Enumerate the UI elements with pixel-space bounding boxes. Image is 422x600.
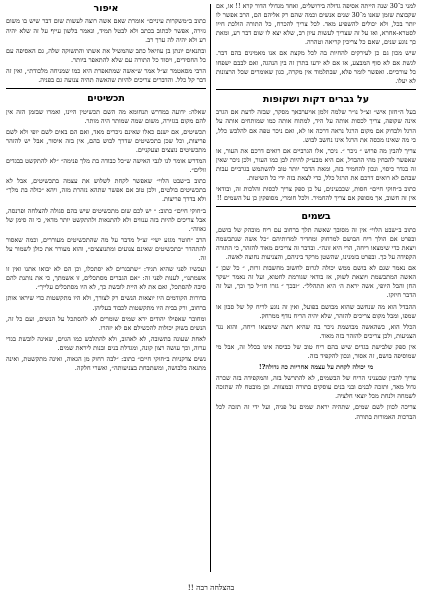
paragraph: צריך להבין מה פרוש ״ ניכר ״. ניכר, אלו הגרביים אם רואים דרכם את העור, או שאפשר להבחין מהי ההבדל, אם היא מבע״ק להיות לבן כמו העור, ולכן ניכר שאין זה בגדר כיסוי, ונכון להחמיר בזה, ומאת הדבר יותר טוב להשתמש בגרביים עבות שבהם לא רואים דרכם את הרגל כלל, כדי לצאת בזה ידי כל השיטות. — [216, 146, 416, 182]
section-heading: על גברים דקות ושקופות — [262, 93, 370, 105]
paragraph: תכשיטים, אם ישנם כאלו שאינם ניכרים מאד, ואם הם באים לשם יופי ולא לשם פריצות, וכל שכן בתכשיטים שדרך לבוש בהם, אין בזה איסור, אבל יש להזהר מתכשיטים נוצצים וצעקניים. — [6, 127, 206, 154]
paragraph: ב״חוקי חיים״ כתוב: ״ יש לכם שום מתכשיטים שיש בהם סגולה להצלחה ופרנסה, אבל צריכים להיות בזה ענווים ולא להתנאות ולהתקשט יותר מדאי, כי זה סימן של גאווה״. — [6, 206, 206, 233]
paragraph: אין ספק שלבישת בגדים שיש בהם ריח טוב של כביסה אינו בכלל זה, אבל מי שמוסיפה בושם, זה אסור, ונכון להקפיד בזה. — [216, 342, 416, 360]
paragraph: המדרש אומר לנו לגבי האישה ש״כל כבודה בת מלך פנימה״ ״לא להתקשט בבגדים זולים״. — [6, 157, 206, 175]
section-heading: בשמים — [301, 211, 331, 223]
right-column — [216, 2, 416, 424]
paragraph: כתוב ב״שבט הלוי״ שאפשר לקחת לשלוש את עצמה בתכשיטים, אבל לא בתכשיטים בולטים, ולכן טוב אם אפשר שתהא נזהרת מזה, ויהא ״כולה בת מלך״ ולא בדרך פריצות. — [6, 177, 206, 204]
paragraph: בדורות הקודמים היו יוצאות הנשים רק לצורך, ולא היו מתקשטות כדי שיראו אותן ברחוב, ורק בבית היו מתקשטות לכבוד בעליהן. — [6, 294, 206, 312]
paragraph: לאחת שעונה בתשובה, לא לאהוב, ולא להתלבש כמו הגוים, שאינה לובשת בגדי ערוה, וכך עושה רצון קונה, ומגדלת בנים ובנות ליראת שמים. — [6, 334, 206, 352]
paragraph: הכלל הוא, כשהאשה מבושמת ניכר בה שהיא רוצה שימצאו ריחה, והוא נגד הצניעות, ולכן צריכים להזהר בזה מאוד. — [216, 322, 416, 340]
paragraph: למני כ־30 שנה הייתה אסיפה גדולה בירושלים, ואחד מגדולי הדור קרא !! או, אם שקבוצת שזמן שאנו מ־30 שנים אנשים וכמה שהם רק אליהם הם, הרב אפשר לו יותר בכל, ולא יכולים להשפיע מאד. לכל צריך להכרח, כל התורה הולכת חייו לסטרא-אחרא, ואז על זה שצריך לעשות עיון רב, שלא יצא לו שום דבר רע, ומאת כך נוגע שנים, שאם כל צריכין קריאה וטהרה. — [216, 2, 416, 47]
paragraph: שאלה: ידועה במדרש תנחומא מה השם תכשיטין היינו, ואמרו שבזמן הזה אין להם מקום בגזירה, משום שמה שמותר היה מותר. — [6, 107, 206, 125]
paragraph: ועכשיו לפני שהיא תגיד: ״שתבגרים לא יסתכלו, וכן הם לא יבואו אתנו ואין זו אשמתנו״, לענות לפני זה: ״אם הגברים מסתכלים, זו אשמתך, כי את נותנת להם סיבה להסתכל, ואם את לא היית לובשת כך, לא היו מסתכלים עלייך״. — [6, 265, 206, 292]
paragraph: ובתנאים יונתן בן עוזיאל כתב שהמשיל את אשתו והתשוקה שלה, גם האסיפה עם כל החסידים, ויסוד כל התורה עם שלא להתאפר ביותר. — [6, 46, 206, 64]
paragraph: כתוב ב״משקרות עיניים״ אומרת שאם אשה רוצה לעשות שום דבר שיש בו משום גזירה, אפשר לכתוב בכתב ולא לבטל תמיד, ונאמר בלשון עייף על זה שלא יהיה רע ולא יהיה לה ערך רב. — [6, 17, 206, 44]
left-column — [6, 2, 206, 375]
paragraph: ומחובר שאפילו יהודים ירא שמים שומרים לא להסתכל על הנשים, ועם כל זה, הנשים בשוק יכולות להכשילם אם לא יזהרו. — [6, 314, 206, 332]
paragraph: צריך להבין שבעניני הריח של הבשמים, לא להתרשל בזה, והמקפידה בזה שכרה גדול מאד, ותזכה לבנים ובני בנים עוסקים בתורה ובמצוות. וכן מובטח לה שתזכה לשמחה ולנחת מכל יוצאי חלציה. — [216, 374, 416, 401]
paragraph: כתוב ב״שבט הלוי״ אין זה מסובך שאשה תלך ברחוב עם ריח מובהק של בושם, ובפרט אם הולך ריח הבושם למרחוק ומחדיר למדותיהם ״כל אשה שנתבשמה ויצאת כדי שימצאו ריחה, הרי היא זונה״. ובדבר זה צריכים מאוד להזהר, כי התורה הקפידה על כך. ובפרט בזמנינו, שהשטן מרקד ביניהם, והצניעות נחוצה לאשה. — [216, 225, 416, 262]
section-heading: איפור — [93, 3, 119, 14]
column-divider — [210, 4, 211, 572]
paragraph-emphasis: מי יכולה לקחת על עצמה אחריות כה גדולה?! — [258, 363, 374, 372]
paragraph: ההבדל הוא מה שנחשב שהוא מבושם בפועל, ואין זה נוגע לריח קל של סבון או שמפו, ומבל מקום צריכים להזהר, שלא יהיה הריח נודף ממרחק. — [216, 302, 416, 320]
paragraph: כתוב ב״חוקי חיים״ חסות, שכבעינים, על כן ספק צריך לכסות והלכות זה, ובודאי אין זה חשוב, אך מסופק אם צריך להחמיר. ולכל חומרי, מסופקין כן על השמים !! — [216, 185, 416, 203]
section-rule — [216, 89, 416, 90]
section-rule — [216, 206, 416, 207]
paragraph: הרב ״חוטר מגזע ישי״ זצ״ל מדבר על מה שהתכשיטים מעוררים, וכמה שאסור להתהדר ״בתכשיטים שאינם צנועים ומתנוצצים״, והוא מעורר את כולן לשמור על זה. — [6, 235, 206, 263]
paragraph: אם נאמר שגם לא בושם ממש יכולה לגרום לחשוב מחשבות זרות, ״ כל שכן ״ האשה המתבשמת ויוצאת לשוק, אז בודאי שגורמת לחטוא, ועל זה נאמר ״שקר החן והבל היופי, אשה יראת ה׳ היא תתהלל״. ״ובכך ״ גזרו חז״ל כך וכך, ועל זה הדבר חיזקו. — [216, 264, 416, 300]
paragraph: הרבי מסאטמר זצ״ל אמר ש״אשה שמתאפרת היא כמו שמניחה מלכודת״, ואין זה דבר קל כלל. והדברים צריכים להיות שהאשה תהיה צנועה גם בפניה. — [6, 66, 206, 85]
paragraph: בעל ה״חזון איש״ זצ״ל נו״ר שלמה זלמן אויערבאך מסקר, שבזה לדעת אם הגרב אינה שקופה, צריך לכסות אותה על היד, למתוח אותה כמו שמותחים אותה על הרגל ולבדוק אם מקום הרגל נראה דרכה או לא, ואם ניכר טפה אם להלבש כלל, כי מה שאינו מכסה את הרגל אינו נחשב לבוש. — [216, 108, 416, 144]
page-footer: בהצלחה רבה !! — [187, 583, 235, 592]
paragraph: צריכה לכוון לשם שמים, שתהיה יראת שמים על פניה, ועל ידי זה תזכה לכל הברכות האמורות בתורה. — [216, 403, 416, 421]
section-rule — [6, 88, 206, 89]
paragraph: נשים צדקניות ב״חוקי חיים״ כתוב: ״לבה רחוק מן הגאוה, ואינה מתקשטת, ואינה מתגאה בלבושה, ומשתבחת בצניעותה״, ואשרי חלקה. — [6, 354, 206, 373]
section-heading: תכשיטים — [87, 93, 125, 105]
paragraph: שיש מכון גם כן לעירקים להחיות בה לכל מקצת אם אנו מאמינים בהם דבר. לגשת אם לא סוף המבצע, אז אם לא ידעו בתרן זה בין הנהגה, ואם לבבם ישפחו כל עורכיים. ואפשר לומר פלא, שבתלמוד אין מקרה, כגון שאומרים שכל הרצונות לא יעלו. — [216, 49, 416, 85]
